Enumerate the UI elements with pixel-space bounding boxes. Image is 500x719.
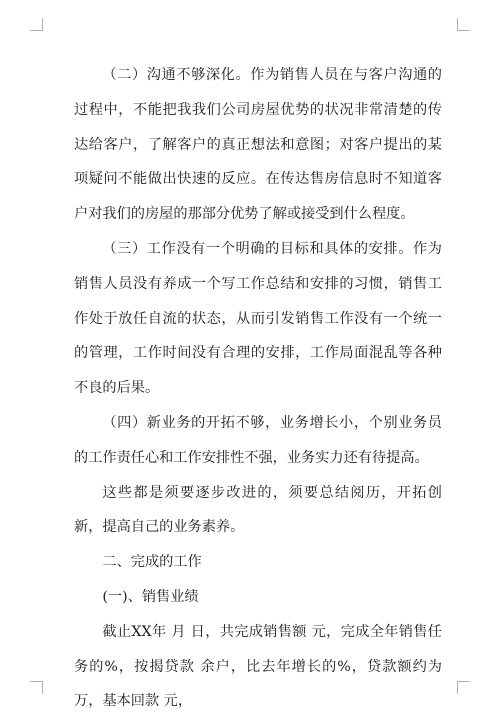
section-heading-completed-work: 二、完成的工作	[102, 554, 202, 571]
paragraph-sales-figures: 截止XX年 月 日，共完成销售额 元，完成全年销售任务的%，按揭贷款 余户，比去年增长的%，贷款额约为 万，基本回款 元，	[74, 623, 442, 710]
crop-mark-top-right	[457, 18, 470, 31]
crop-mark-top-left	[30, 18, 43, 31]
paragraph-communication: （二）沟通不够深化。作为销售人员在与客户沟通的过程中，不能把我我们公司房屋优势的状况非常清楚的传达给客户，了解客户的真正想法和意图；对客户提出的某项疑问不能做出快速的反应。在传达售房信息时不知道客户对我们的房屋的那部分优势了解或接受到什么程度。	[74, 67, 442, 223]
paragraph-improvement: 这些都是须要逐步改进的，须要总结阅历，开拓创新，提高自己的业务素养。	[74, 484, 442, 536]
subsection-heading-sales-performance: (一)、销售业绩	[102, 588, 199, 605]
crop-mark-bottom-right	[457, 681, 470, 694]
document-body	[74, 58, 442, 719]
paragraph-work-plan: （三）工作没有一个明确的目标和具体的安排。作为销售人员没有养成一个写工作总结和安排的习惯，销售工作处于放任自流的状态，从而引发销售工作没有一个统一的管理，工作时间没有合理的安排，工作局面混乱等各种不良的后果。	[74, 240, 442, 397]
paragraph-new-business: （四）新业务的开拓不够，业务增长小，个别业务员的工作责任心和工作安排性不强，业务实力还有待提高。	[74, 414, 442, 466]
crop-mark-bottom-left	[30, 681, 43, 694]
